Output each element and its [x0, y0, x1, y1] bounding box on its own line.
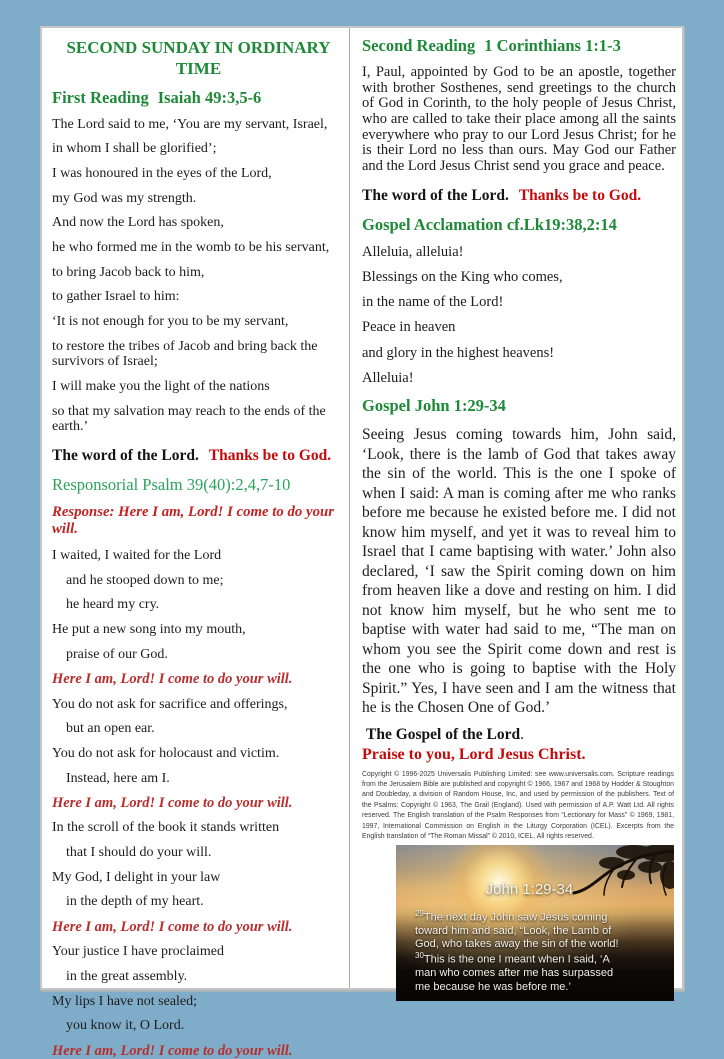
psalm-line: In the scroll of the book it stands written: [52, 820, 280, 836]
psalm-line: in the depth of my heart.: [66, 894, 204, 910]
first-reading-reference: Isaiah 49:3,5-6: [157, 87, 262, 107]
second-reading-body: I, Paul, appointed by God to be an apostle, together with brother Sosthenes, send greetings to the church of God in Corinth, to the holy people of Jesus Christ, who are called to take their place among all the saints everywhere who pray to our Lord Jesus Christ; for he is their Lord no less than ours. May God our Father and the Lord Jesus Christ send you grace and peace.: [362, 64, 676, 174]
reading-line: my God was my strength.: [52, 190, 197, 206]
psalm-line: He put a new song into my mouth,: [52, 621, 246, 637]
acclamation-lines: [362, 244, 676, 386]
psalm-line: praise of our God.: [66, 646, 168, 662]
verse-29-number: 29: [415, 909, 424, 919]
reading-line: to restore the tribes of Jacob and bring back the survivors of Israel;: [52, 338, 318, 370]
reading-line: ‘It is not enough for you to be my servant,: [52, 313, 289, 329]
first-reading-label: First Reading: [52, 87, 149, 107]
verse-30-number: 30: [415, 951, 424, 961]
psalm-heading: Responsorial Psalm 39(40):2,4,7-10: [52, 474, 291, 494]
acclamation-line: Peace in heaven: [362, 319, 456, 336]
acclamation-line: and glory in the highest heavens!: [362, 344, 555, 361]
acclamation-line: Alleluia, alleluia!: [362, 243, 464, 260]
gospel-acclamation-heading: Gospel Acclamation cf.Lk19:38,2:14: [362, 214, 617, 234]
acclamation-line: in the name of the Lord!: [362, 294, 504, 311]
psalm-line: but an open ear.: [66, 721, 155, 737]
image-verse-text: [415, 909, 627, 993]
right-column: [350, 28, 682, 993]
second-reading-reference: 1 Corinthians 1:1-3: [484, 36, 621, 55]
psalm-line: Instead, here am I.: [66, 770, 170, 786]
psalm-line: in the great assembly.: [66, 969, 188, 985]
word-of-the-lord-line: [52, 447, 345, 465]
psalm-line: Here I am, Lord! I come to do your will.: [52, 919, 293, 936]
reading-line: to gather Israel to him:: [52, 289, 180, 305]
verse-29-text: The next day John saw Jesus coming toward him and said, “Look, the Lamb of God, who takes away the sin of the world!: [415, 911, 619, 951]
reading-line: The Lord said to me, ‘You are my servant, Israel,: [52, 116, 328, 132]
psalm-line: he heard my cry.: [66, 597, 160, 613]
psalm-line: You do not ask for sacrifice and offerings,: [52, 696, 288, 712]
psalm-line: Here I am, Lord! I come to do your will.: [52, 1043, 293, 1059]
word-of-the-lord-line-2: [362, 187, 676, 205]
acclamation-line: Blessings on the King who comes,: [362, 268, 563, 285]
psalm-line: that I should do your will.: [66, 845, 212, 861]
psalm-line: I waited, I waited for the Lord: [52, 547, 222, 563]
psalm-line: Your justice I have proclaimed: [52, 944, 224, 960]
left-column: [42, 28, 350, 1059]
reading-line: I was honoured in the eyes of the Lord,: [52, 165, 272, 181]
gospel-heading: Gospel John 1:29-34: [362, 396, 506, 415]
copyright-notice: Copyright © 1996-2025 Universalis Publishing Limited: see www.universalis.com. Scripture readings from the Jerusalem Bible are published and copyright © 1966, 1967 and 1968 by Hodder & Stoughton and Doubleday, a division of Random House, Inc, and used by permission of the publishers. Text of the Psalms: Copyright © 1963, The Grail (England). Used with permission of A.P. Watt Ltd. All rights reserved. The English translation of the Psalm Responses from “Lectionary for Mass” © 1969, 1981, 1997, International Commission on English in the Liturgy Corporation (ICEL). Excerpts from the English translation of “The Roman Missal” © 2010, ICEL. All rights reserved.: [362, 770, 674, 840]
gospel-of-the-lord-line: [362, 726, 676, 744]
psalm-line: Here I am, Lord! I come to do your will.: [52, 671, 293, 688]
word-of-the-lord: The word of the Lord.: [52, 446, 199, 464]
psalm-line: My lips I have not sealed;: [52, 993, 198, 1009]
psalm-line: Here I am, Lord! I come to do your will.: [52, 795, 293, 812]
gospel-body: Seeing Jesus coming towards him, John said, ‘Look, there is the lamb of God that takes away the sin of the world. This is the one I spoke of when I said: A man is coming after me who ranks before me because he existed before me. I did not know him myself, and yet it was to reveal him to Israel that I came baptising with water.’ John also declared, ‘I saw the Spirit coming down on him from heaven like a dove and resting on him. I did not know him myself, but he who sent me to baptise with water had said to me, “The man on whom you see the Spirit come down and rest is the one who is going to baptise with the Holy Spirit.” Yes, I have seen and I am the witness that he is the Chosen One of God.’: [362, 426, 676, 717]
second-reading-label: Second Reading: [362, 36, 476, 55]
first-reading-lines: [52, 117, 345, 435]
thanks-be-to-god-2: Thanks be to God.: [518, 186, 642, 204]
gospel-of-the-lord-period: .: [520, 725, 525, 743]
praise-response: Praise to you, Lord Jesus Christ.: [362, 745, 586, 763]
reading-line: so that my salvation may reach to the ends of the earth.’: [52, 403, 326, 435]
john-1-29-34-sunset-image: [396, 845, 674, 1001]
page-title: SECOND SUNDAY IN ORDINARY TIME: [66, 38, 331, 79]
second-reading-heading: [362, 36, 676, 56]
psalm-line: you know it, O Lord.: [66, 1018, 185, 1034]
reading-line: And now the Lord has spoken,: [52, 215, 224, 231]
psalm-line: My God, I delight in your law: [52, 869, 221, 885]
reading-line: to bring Jacob back to him,: [52, 264, 205, 280]
reading-line: I will make you the light of the nations: [52, 378, 270, 394]
reading-line: he who formed me in the womb to be his servant,: [52, 239, 330, 255]
gospel-of-the-lord: The Gospel of the Lord: [366, 725, 521, 743]
bulletin-page: [40, 26, 684, 1059]
psalm-line: You do not ask for holocaust and victim.: [52, 745, 280, 761]
reading-line: in whom I shall be glorified’;: [52, 141, 217, 157]
psalm-response-label: Response: Here I am, Lord! I come to do your will.: [52, 503, 334, 537]
psalm-line: and he stooped down to me;: [66, 572, 224, 588]
image-caption-title: John 1:29-34: [485, 881, 574, 899]
first-reading-heading: [52, 88, 345, 108]
thanks-be-to-god: Thanks be to God.: [208, 446, 332, 464]
acclamation-line: Alleluia!: [362, 369, 414, 386]
word-of-the-lord-2: The word of the Lord.: [362, 186, 509, 204]
verse-30-text: This is the one I meant when I said, ‘A man who comes after me has surpassed me because he was before me.’: [415, 954, 614, 993]
psalm-lines: [52, 548, 345, 1059]
